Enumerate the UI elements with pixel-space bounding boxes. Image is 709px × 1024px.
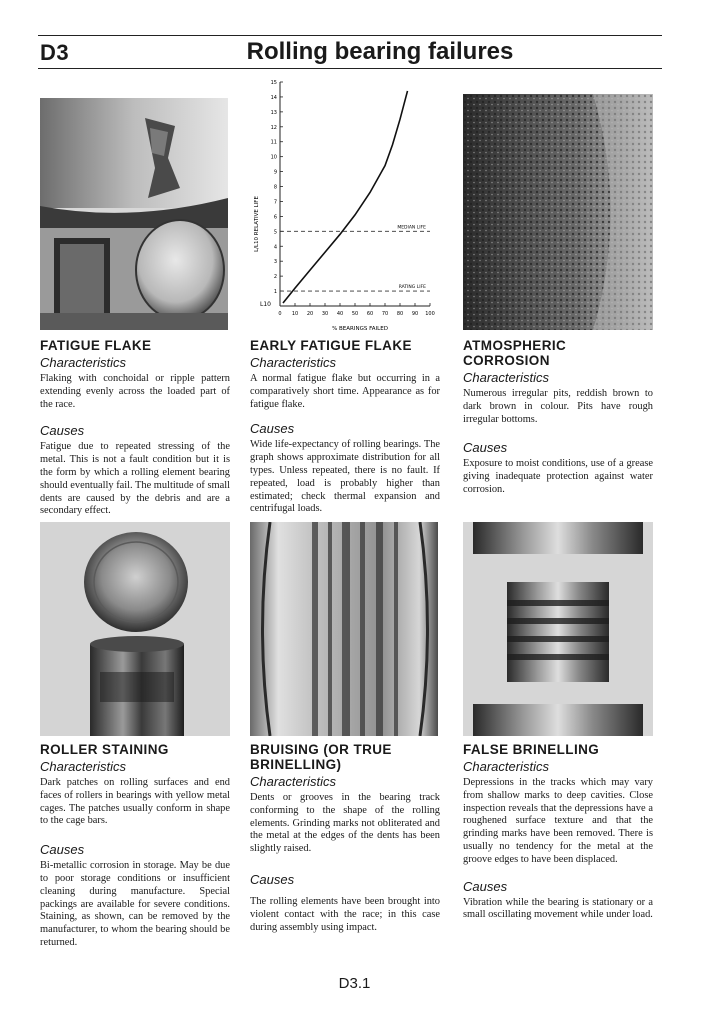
chart-x-tick-label: 60	[366, 311, 374, 317]
section-code: D3	[40, 40, 70, 65]
chart-x-tick-label: 70	[381, 311, 389, 317]
chart-y-tick-label: 3	[273, 259, 277, 266]
characteristics-label: Characteristics	[463, 759, 549, 774]
causes-text: Vibration while the bearing is stationary or a small oscillating movement while under load.	[463, 896, 653, 921]
section-early-fatigue-flake	[250, 338, 440, 516]
section-title: FATIGUE FLAKE	[40, 338, 152, 353]
section-title: ATMOSPHERIC CORROSION	[463, 338, 567, 368]
chart-y-tick-label: 5	[273, 229, 277, 236]
chart-y-tick-label: 7	[273, 199, 277, 206]
page-number: D3.1	[338, 975, 371, 992]
causes-label: Causes	[463, 878, 508, 894]
characteristics-label: Characteristics	[463, 370, 549, 385]
section-false-brinelling	[463, 742, 653, 922]
characteristics-text: A normal fatigue flake but occurring in a comparatively short time. Appearance as for fatigue flake.	[250, 373, 440, 410]
chart-y-tick-label: 15	[270, 80, 277, 86]
chart-y-tick-label: 14	[270, 94, 277, 101]
causes-text: Exposure to moist conditions, use of a grease giving inadequate protection against water corrosion.	[463, 458, 653, 495]
causes-text: Wide life-expectancy of rolling bearings. The graph shows approximate distribution for all types. Unless repeated, there is no fault. If repeated, load is probably higher than estimated; check thermal expansion and centrifugal loads.	[250, 439, 440, 515]
chart-y-tick-label: 6	[273, 214, 277, 221]
section-atmospheric-corrosion	[463, 338, 653, 497]
chart-y-tick-label: 4	[273, 244, 277, 251]
chart-x-tick-label: 40	[336, 311, 344, 317]
chart-annotation-label: RATING LIFE	[398, 285, 426, 291]
chart-y-tick-label: 1	[273, 289, 277, 296]
bruising-photo	[250, 522, 438, 736]
section-title: EARLY FATIGUE FLAKE	[250, 338, 412, 353]
chart-x-axis-label: % BEARINGS FAILED	[332, 326, 388, 332]
chart-x-tick-label: 0	[278, 311, 282, 317]
roller-staining-photo	[40, 522, 230, 736]
causes-text: The rolling elements have been brought into violent contact with the race; in this case during assembly using impact.	[250, 895, 440, 933]
chart-x-tick-label: 50	[351, 311, 359, 317]
chart-y-tick-label: 13	[270, 109, 277, 116]
chart-x-tick-label: 90	[411, 311, 419, 317]
chart-y-tick-label: 12	[270, 124, 277, 131]
section-roller-staining	[40, 742, 230, 950]
causes-label: Causes	[40, 842, 85, 858]
chart-y-tick-label: 11	[270, 139, 277, 146]
characteristics-label: Characteristics	[40, 759, 126, 774]
chart-series-line	[283, 91, 408, 303]
chart-y-tick-label: 9	[273, 169, 277, 176]
life-distribution-chart	[250, 74, 440, 334]
chart-y-tick-label: 10	[270, 154, 277, 161]
chart-x-tick-label: 80	[396, 311, 404, 317]
page-title: Rolling bearing failures	[246, 38, 514, 65]
causes-label: Causes	[463, 440, 508, 456]
causes-label: Causes	[40, 423, 85, 439]
chart-y-tick-label: 8	[273, 184, 277, 191]
characteristics-label: Characteristics	[250, 774, 336, 789]
characteristics-label: Characteristics	[40, 355, 126, 370]
chart-x-tick-label: 30	[321, 311, 329, 317]
causes-text: Fatigue due to repeated stressing of the metal. This is not a fault condition but it is the form by which a rolling element bearing should eventually fail. The multitude of small dents are caused by the debris and are a secondary effect.	[40, 441, 230, 517]
chart-l10-label: L10	[260, 301, 271, 308]
atmospheric-corrosion-photo	[463, 94, 653, 330]
section-fatigue-flake	[40, 338, 230, 518]
characteristics-text: Flaking with conchoidal or ripple pattern extending evenly across the loaded part of the race.	[40, 373, 230, 410]
characteristics-text: Numerous irregular pits, reddish brown to dark brown in colour. Pits have rough irregular bottoms.	[463, 388, 653, 425]
causes-label: Causes	[250, 421, 295, 437]
characteristics-text: Dents or grooves in the bearing track conforming to the shape of the rolling elements. Grinding marks not obliterated and the metal at the edges of the dents has been slightly raised.	[250, 792, 440, 855]
causes-label: Causes	[250, 871, 295, 887]
chart-x-tick-label: 100	[425, 311, 435, 317]
chart-annotation-label: MEDIAN LIFE	[397, 225, 426, 231]
fatigue-flake-photo	[40, 98, 228, 330]
chart-y-axis-label: L/L10 RELATIVE LIFE	[254, 196, 260, 252]
chart-x-tick-label: 10	[291, 311, 299, 317]
chart-y-tick-label: 2	[273, 274, 277, 281]
section-bruising	[250, 742, 440, 934]
chart-x-tick-label: 20	[306, 311, 314, 317]
header-rule-bottom	[38, 68, 662, 69]
section-title: FALSE BRINELLING	[463, 742, 600, 757]
characteristics-text: Depressions in the tracks which may vary from shallow marks to deep cavities. Close inspection reveals that the depressions have a roughened surface texture and that the grinding marks have been removed. There is usually no tendency for the metal at the groove edges to have been displaced.	[463, 777, 653, 865]
false-brinelling-photo	[463, 522, 653, 736]
chart-svg	[250, 74, 440, 334]
section-title: ROLLER STAINING	[40, 742, 169, 757]
characteristics-text: Dark patches on rolling surfaces and end faces of rollers in bearings with yellow metal cages. The patches usually conform in shape to the cage bars.	[40, 777, 230, 827]
characteristics-label: Characteristics	[250, 355, 336, 370]
section-title: BRUISING (OR TRUE BRINELLING)	[250, 742, 392, 772]
causes-text: Bi-metallic corrosion in storage. May be due to poor storage conditions or insufficient cleaning during manufacture. Special packings are available for severe conditions. Staining, as shown, can be removed by the manufacturer, to whom the bearing should be returned.	[40, 860, 230, 948]
header-rule-top	[38, 35, 662, 36]
